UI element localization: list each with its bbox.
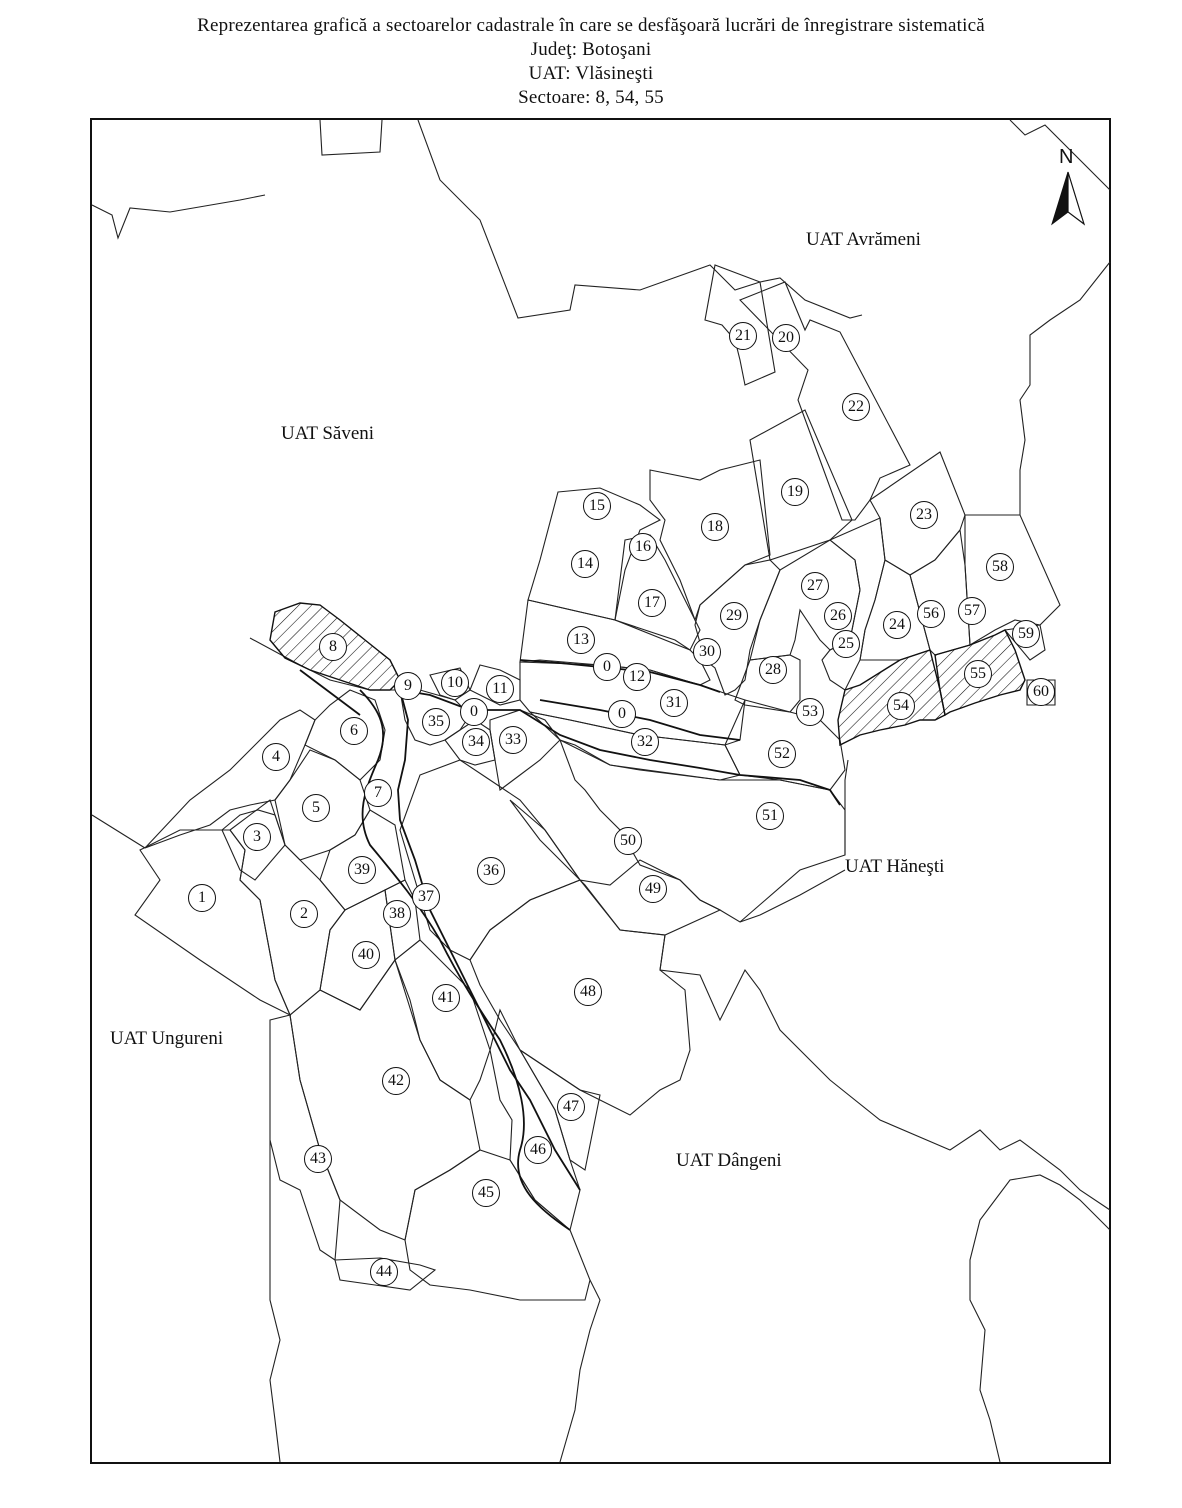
uat-label-saveni: UAT Săveni <box>281 423 375 444</box>
sector-43-boundary <box>270 1015 340 1260</box>
sector-label: 20 <box>772 324 800 352</box>
sector-label: 56 <box>917 600 945 628</box>
sector-50-51-boundary <box>560 740 845 922</box>
sector-label: 4 <box>262 743 290 771</box>
sector-label: 0 <box>593 653 621 681</box>
sector-label: 19 <box>781 478 809 506</box>
sector-label: 53 <box>796 698 824 726</box>
north-arrow-left <box>1052 172 1068 224</box>
sector-label: 5 <box>302 794 330 822</box>
sector-label: 25 <box>832 630 860 658</box>
sector-label: 36 <box>477 857 505 885</box>
sector-label: 21 <box>729 322 757 350</box>
sector-label: 11 <box>486 675 514 703</box>
sector-label: 29 <box>720 602 748 630</box>
uat-label-avrameni: UAT Avrămeni <box>806 229 921 250</box>
sector-58-boundary <box>965 515 1060 645</box>
sector-label: 8 <box>319 633 347 661</box>
north-arrow-right <box>1068 172 1084 224</box>
sector-label: 39 <box>348 856 376 884</box>
boundary-line <box>418 120 862 318</box>
sector-label: 51 <box>756 802 784 830</box>
uat-line: UAT: Vlăsineşti <box>528 63 654 84</box>
sector-label: 34 <box>462 728 490 756</box>
sector-1-boundary <box>135 830 290 1015</box>
sector-label: 14 <box>571 550 599 578</box>
river-line <box>398 690 580 1190</box>
sector-label: 35 <box>422 708 450 736</box>
sector-label: 57 <box>958 597 986 625</box>
north-letter: N <box>1059 146 1074 168</box>
sector-label: 3 <box>243 823 271 851</box>
sector-label: 16 <box>629 533 657 561</box>
sector-label: 43 <box>304 1145 332 1173</box>
sector-label: 28 <box>759 656 787 684</box>
boundary-line <box>320 120 382 155</box>
sector-label: 18 <box>701 513 729 541</box>
sector-33-boundary <box>490 710 560 790</box>
sector-label: 0 <box>608 700 636 728</box>
sector-label: 32 <box>631 728 659 756</box>
county-line: Judeţ: Botoşani <box>530 39 652 60</box>
uat-label-dangeni: UAT Dângeni <box>676 1150 782 1171</box>
boundary-line <box>560 1280 600 1462</box>
sector-label: 30 <box>693 638 721 666</box>
sector-4-boundary <box>145 710 315 848</box>
sector-label: 41 <box>432 984 460 1012</box>
sector-label: 40 <box>352 941 380 969</box>
sector-label: 7 <box>364 779 392 807</box>
sector-label: 52 <box>768 740 796 768</box>
sector-56-57-boundary <box>910 530 970 655</box>
boundary-line <box>970 1175 1110 1462</box>
sector-label: 33 <box>499 726 527 754</box>
sector-label: 45 <box>472 1179 500 1207</box>
sector-label: 49 <box>639 875 667 903</box>
boundary-line <box>92 815 145 848</box>
north-arrow <box>1052 172 1084 224</box>
sectors-line: Sectoare: 8, 54, 55 <box>518 87 664 108</box>
sector-label: 23 <box>910 501 938 529</box>
uat-label-ungureni: UAT Ungureni <box>110 1028 224 1049</box>
sector-49-boundary <box>510 800 720 935</box>
boundary-line <box>1020 262 1110 515</box>
sector-label: 22 <box>842 393 870 421</box>
sector-label: 17 <box>638 589 666 617</box>
sector-label: 48 <box>574 978 602 1006</box>
sector-label: 24 <box>883 611 911 639</box>
map-title: Reprezentarea grafică a sectoarelor cadastrale în care se desfăşoară lucrări de înregistrare sistematică <box>197 15 985 36</box>
uat-label-hanesti: UAT Hăneşti <box>845 856 945 877</box>
sector-label: 12 <box>623 663 651 691</box>
sector-label: 9 <box>394 672 422 700</box>
sector-label: 44 <box>370 1258 398 1286</box>
sector-label: 55 <box>964 660 992 688</box>
sector-label: 15 <box>583 492 611 520</box>
sector-label: 60 <box>1027 678 1055 706</box>
boundary-line <box>270 1140 280 1462</box>
sector-label: 6 <box>340 717 368 745</box>
boundary-line <box>92 195 265 238</box>
sector-label: 2 <box>290 900 318 928</box>
sector-label: 31 <box>660 689 688 717</box>
sector-label: 26 <box>824 602 852 630</box>
sector-label: 46 <box>524 1136 552 1164</box>
sector-label: 50 <box>614 827 642 855</box>
sector-label: 59 <box>1012 620 1040 648</box>
sector-label: 54 <box>887 692 915 720</box>
sector-label: 58 <box>986 553 1014 581</box>
sector-label: 47 <box>557 1093 585 1121</box>
sector-label: 42 <box>382 1067 410 1095</box>
sector-label: 37 <box>412 883 440 911</box>
boundary-line <box>740 870 845 922</box>
sector-label: 0 <box>460 698 488 726</box>
sector-label: 1 <box>188 884 216 912</box>
sector-label: 27 <box>801 572 829 600</box>
boundary-line <box>845 760 848 855</box>
sector-label: 10 <box>441 669 469 697</box>
sector-label: 38 <box>383 900 411 928</box>
sector-label: 13 <box>567 626 595 654</box>
